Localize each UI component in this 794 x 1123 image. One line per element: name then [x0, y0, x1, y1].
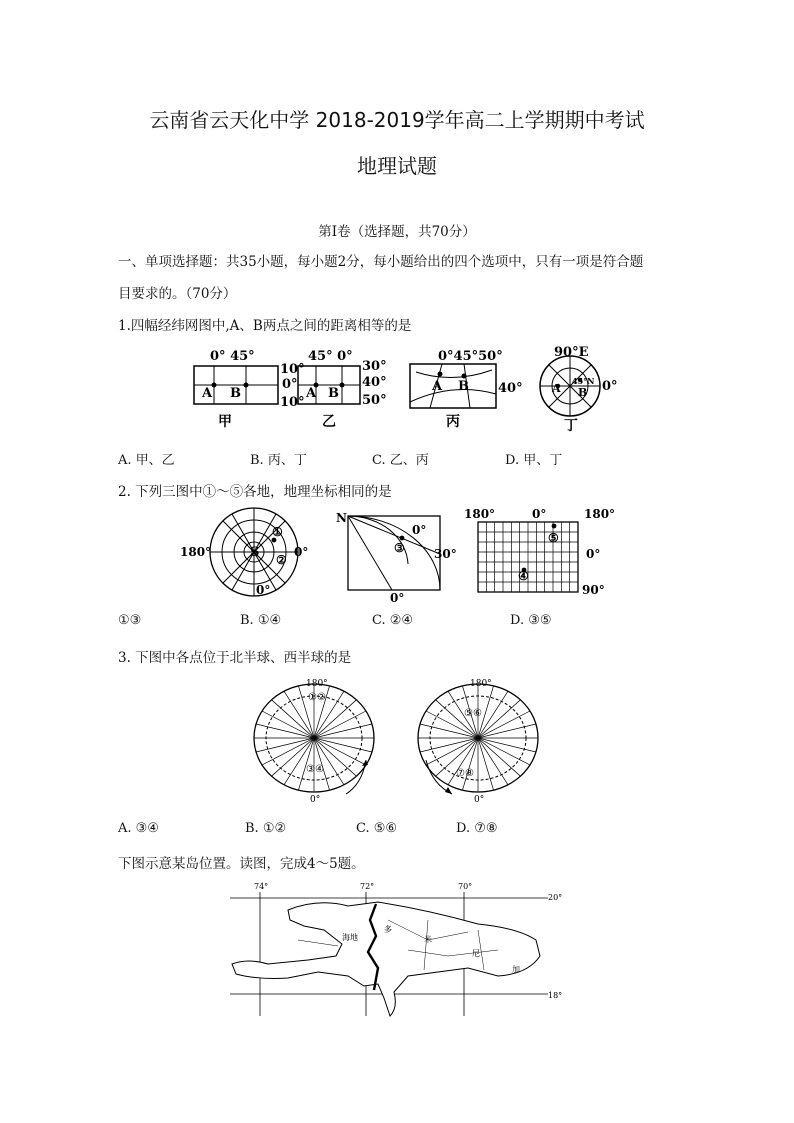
svg-text:丁: 丁 [564, 418, 578, 432]
q3-option-c[interactable]: C. ⑤⑥ [356, 821, 398, 836]
q1-option-a[interactable]: A. 甲、乙 [118, 453, 175, 468]
svg-text:A: A [552, 382, 561, 395]
svg-text:70°: 70° [458, 882, 473, 891]
svg-text:0°: 0° [282, 377, 298, 392]
svg-text:0°: 0° [294, 545, 309, 559]
fig-q3-left [254, 679, 374, 805]
svg-text:A: A [202, 386, 213, 401]
fig-ding [540, 345, 618, 432]
svg-text:乙: 乙 [322, 414, 336, 430]
svg-text:10°: 10° [280, 362, 305, 377]
svg-text:0°: 0° [390, 591, 405, 605]
svg-text:30°: 30° [434, 547, 457, 561]
svg-text:①②: ①② [308, 692, 326, 703]
q2-option-d[interactable]: D. ③⑤ [510, 613, 552, 628]
svg-text:0°: 0° [532, 507, 547, 521]
svg-text:0°: 0° [474, 795, 485, 805]
svg-text:⑤⑥: ⑤⑥ [464, 708, 482, 719]
q2-figure [180, 506, 620, 606]
svg-text:90°E: 90°E [554, 345, 589, 360]
svg-text:180°: 180° [306, 679, 328, 689]
svg-text:40°: 40° [498, 381, 523, 396]
svg-text:0°: 0° [256, 583, 271, 597]
svg-text:B: B [230, 386, 241, 401]
svg-text:180°: 180° [180, 545, 212, 559]
q1-figure [188, 342, 628, 432]
q1-option-b[interactable]: B. 丙、丁 [250, 453, 307, 468]
fig-polar [180, 508, 308, 597]
svg-text:180°: 180° [584, 507, 616, 521]
svg-text:②: ② [276, 553, 287, 567]
q2-option-a[interactable]: ①③ [118, 613, 142, 628]
svg-text:⑤: ⑤ [548, 531, 559, 545]
svg-text:④: ④ [518, 569, 529, 583]
instructions-line1: 一、单项选择题：共35小题，每小题2分，每小题给出的四个选项中，只有一项是符合题 [118, 254, 644, 270]
svg-text:50°: 50° [362, 393, 387, 408]
svg-text:74°: 74° [254, 882, 269, 891]
svg-text:B: B [458, 379, 469, 394]
svg-text:N: N [336, 511, 347, 525]
svg-text:0°: 0° [310, 795, 321, 805]
fig-jia [194, 349, 305, 430]
svg-text:A: A [432, 379, 443, 394]
svg-text:10°: 10° [280, 395, 305, 410]
svg-text:A: A [306, 386, 317, 401]
svg-text:丙: 丙 [446, 414, 460, 430]
svg-text:S: S [250, 545, 260, 560]
svg-text:45° 0°: 45° 0° [308, 349, 353, 364]
svg-text:180°: 180° [464, 507, 496, 521]
q2-option-b[interactable]: B. ①④ [240, 613, 282, 628]
fig-yi [298, 349, 387, 430]
q3-option-a[interactable]: A. ③④ [118, 821, 159, 836]
svg-text:B: B [578, 386, 588, 399]
svg-text:①: ① [272, 525, 283, 539]
q3-figure [248, 676, 548, 808]
svg-text:尼: 尼 [472, 949, 480, 958]
svg-text:20°: 20° [548, 893, 563, 902]
page-subtitle: 地理试题 [357, 154, 437, 178]
svg-text:甲: 甲 [218, 414, 232, 430]
fig-grid [464, 507, 615, 597]
svg-text:30°: 30° [362, 359, 387, 374]
q1-stem: 1.四幅经纬网图中,A、B两点之间的距离相等的是 [118, 318, 412, 334]
svg-text:0°: 0° [412, 523, 427, 537]
svg-text:45°N: 45°N [572, 376, 595, 386]
section-heading: 第Ⅰ卷（选择题，共70分） [318, 224, 476, 240]
svg-text:米: 米 [424, 935, 432, 944]
page-title: 云南省云天化中学 2018-2019学年高二上学期期中考试 [149, 108, 645, 132]
q1-option-d[interactable]: D. 甲、丁 [505, 453, 563, 468]
q3-stem: 3. 下图中各点位于北半球、西半球的是 [118, 650, 352, 666]
q2-stem: 2. 下列三图中①～⑤各地，地理坐标相同的是 [118, 484, 392, 500]
svg-text:0° 45°: 0° 45° [210, 349, 255, 364]
svg-text:加: 加 [512, 965, 520, 974]
svg-text:多: 多 [384, 925, 392, 934]
q45-stem: 下图示意某岛位置。读图，完成4～5题。 [118, 856, 365, 872]
svg-text:0°: 0° [586, 547, 601, 561]
instructions-line2: 目要求的。（70分） [118, 286, 237, 302]
q2-option-c[interactable]: C. ②④ [372, 613, 414, 628]
q1-option-c[interactable]: C. 乙、丙 [372, 453, 429, 468]
svg-text:72°: 72° [360, 882, 375, 891]
svg-text:180°: 180° [470, 679, 492, 689]
svg-text:B: B [328, 386, 339, 401]
svg-text:18°: 18° [548, 991, 563, 1000]
svg-text:海地: 海地 [342, 933, 358, 942]
svg-text:0°45°50°: 0°45°50° [438, 349, 503, 364]
svg-text:90°: 90° [582, 583, 605, 597]
q3-option-d[interactable]: D. ⑦⑧ [456, 821, 498, 836]
q45-map [228, 880, 578, 1020]
svg-text:0°: 0° [602, 379, 618, 394]
svg-text:③: ③ [394, 541, 405, 555]
svg-text:③④: ③④ [306, 764, 324, 775]
fig-q3-right [418, 679, 538, 805]
svg-text:⑦⑧: ⑦⑧ [456, 768, 474, 779]
fig-bing [410, 349, 523, 430]
island-outline [232, 902, 540, 1016]
q3-option-b[interactable]: B. ①② [245, 821, 287, 836]
svg-text:40°: 40° [362, 375, 387, 390]
fig-quarter [336, 511, 457, 605]
